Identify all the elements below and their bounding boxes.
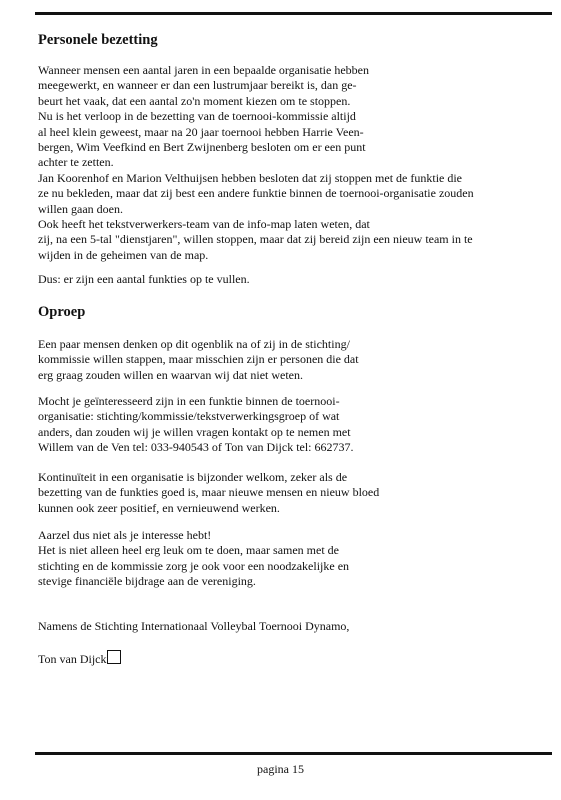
bottom-rule xyxy=(35,752,552,755)
text-line: Kontinuïteit in een organisatie is bijzonder welkom, zeker als de xyxy=(38,470,348,484)
text-line: Een paar mensen denken op dit ogenblik na of zij in de stichting/ xyxy=(38,337,350,351)
text-line: stichting en de kommissie zorg je ook voor een noodzakelijke en xyxy=(38,558,350,573)
text-line: beurt het vaak, dat een aantal zo'n moment kiezen om te stoppen. xyxy=(38,93,351,108)
paragraph-oproep-1 xyxy=(38,337,550,383)
box-glyph-icon xyxy=(107,650,121,664)
text-line: Willem van de Ven tel: 033-940543 of Ton van Dijck tel: 662737. xyxy=(38,440,354,455)
text-line: Jan Koorenhof en Marion Velthuijsen hebben besloten dat zij stoppen met de funktie die xyxy=(38,170,463,185)
text-line: meegewerkt, en wanneer er dan een lustrumjaar bereikt is, dan ge- xyxy=(38,78,357,93)
text-line: stevige financiële bijdrage aan de vereniging. xyxy=(38,574,256,589)
text-line: Aarzel dus niet als je interesse hebt! xyxy=(38,528,212,542)
text-line: achter te zetten. xyxy=(38,155,114,170)
paragraph-intro xyxy=(38,63,550,263)
text-line: bezetting van de funkties goed is, maar nieuwe mensen en nieuw bloed xyxy=(38,485,380,500)
paragraph-call-to-action xyxy=(38,528,550,590)
text-line: Het is niet alleen heel erg leuk om te doen, maar samen met de xyxy=(38,543,340,558)
text-line: bergen, Wim Veefkind en Bert Zwijnenberg besloten om er een punt xyxy=(38,140,366,155)
text-line: Nu is het verloop in de bezetting van de toernooi-kommissie altijd xyxy=(38,109,356,124)
text-line: kommissie willen stappen, maar misschien zijn er personen die dat xyxy=(38,352,359,367)
text-line: willen gaan doen. xyxy=(38,201,123,216)
text-line: Wanneer mensen een aantal jaren in een bepaalde organisatie hebben xyxy=(38,63,369,77)
page-number: pagina 15 xyxy=(257,762,304,776)
text-line: organisatie: stichting/kommissie/tekstverwerkingsgroep of wat xyxy=(38,409,340,424)
text-line: Dus: er zijn een aantal funkties op te vullen. xyxy=(38,272,250,286)
paragraph-contact xyxy=(38,394,550,456)
text-line: Mocht je geïnteresseerd zijn in een funktie binnen de toernooi- xyxy=(38,394,340,408)
text-line: al heel klein geweest, maar na 20 jaar toernooi hebben Harrie Veen- xyxy=(38,124,364,139)
closing-line xyxy=(38,619,550,634)
text-line: kunnen ook zeer positief, en vernieuwend werken. xyxy=(38,500,280,515)
text-line: Ook heeft het tekstverwerkers-team van de info-map laten weten, dat xyxy=(38,217,370,232)
text-line: erg graag zouden willen en waarvan wij dat niet weten. xyxy=(38,367,304,382)
signature-line xyxy=(38,650,550,667)
paragraph-conclusion xyxy=(38,272,550,287)
text-line: Namens de Stichting Internationaal Volleybal Toernooi Dynamo, xyxy=(38,619,350,633)
section-heading-personele-bezetting: Personele bezetting xyxy=(38,32,158,48)
text-line: ze nu bekleden, maar dat zij best een andere funktie binnen de toernooi-organisatie zouden xyxy=(38,186,474,201)
text-line: anders, dan zouden wij je willen vragen kontakt op te nemen met xyxy=(38,424,351,439)
paragraph-continuity xyxy=(38,470,550,516)
text-line: zij, na een 5-tal "dienstjaren", willen stoppen, maar dat zij bereid zijn een nieuw team in te xyxy=(38,232,473,247)
section-heading-oproep: Oproep xyxy=(38,304,86,320)
top-rule xyxy=(35,12,552,15)
signature-name: Ton van Dijck xyxy=(38,652,107,666)
text-line: wijden in de geheimen van de map. xyxy=(38,247,209,262)
signature xyxy=(38,650,550,667)
